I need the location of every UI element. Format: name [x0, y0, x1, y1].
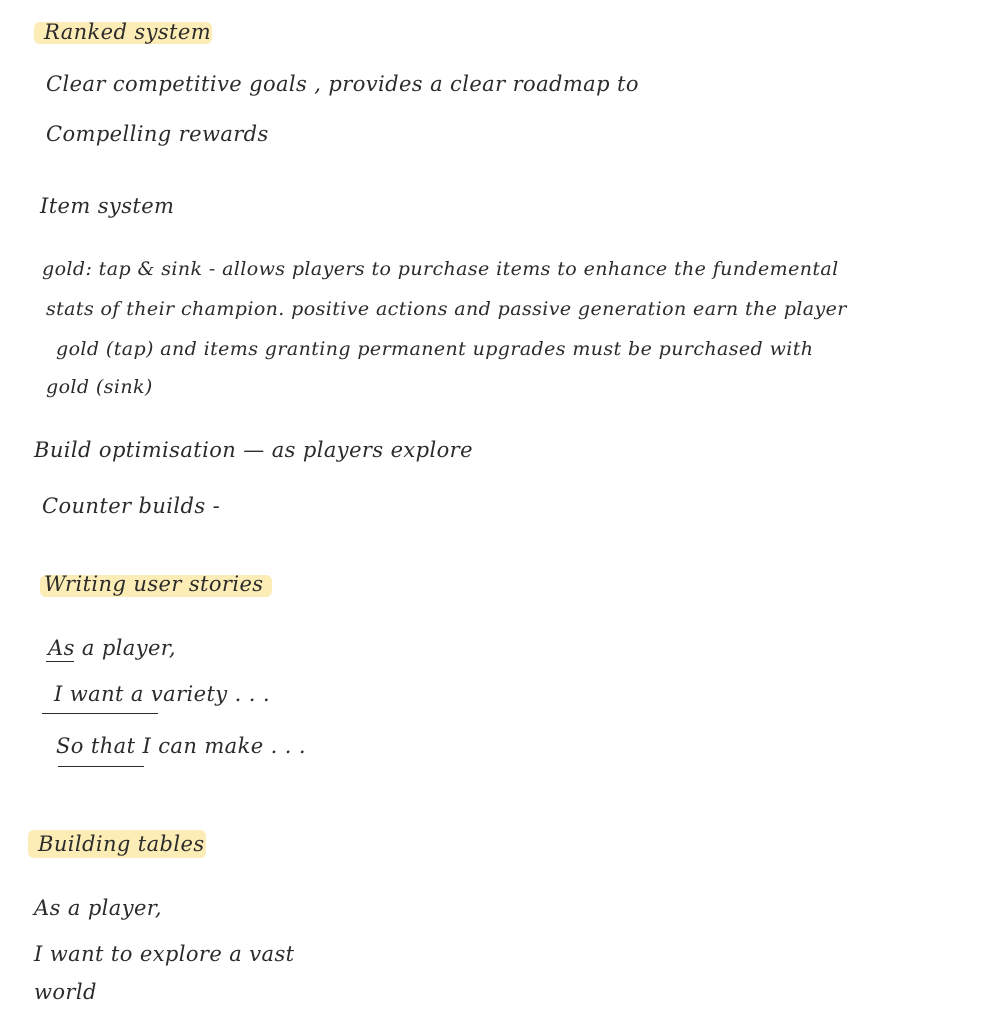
item-line-2: stats of their champion. positive actions and passive generation earn the player [46, 298, 847, 320]
build-line-2: Counter builds - [42, 494, 221, 518]
tables-line-2: I want to explore a vast [34, 942, 295, 966]
section-heading-ranked: Ranked system [44, 20, 212, 44]
section-heading-item: Item system [40, 194, 175, 218]
tables-line-3: world [34, 980, 97, 1004]
build-line-1: Build optimisation — as players explore [34, 438, 473, 462]
item-line-4: gold (sink) [46, 376, 153, 398]
item-line-3: gold (tap) and items granting permanent upgrades must be purchased with [56, 338, 814, 360]
tables-line-1: As a player, [34, 896, 162, 920]
section-heading-stories: Writing user stories [44, 572, 264, 596]
stories-line-1: As a player, [48, 636, 176, 660]
item-line-1: gold: tap & sink - allows players to purchase items to enhance the fundemental [42, 258, 839, 280]
ranked-line-2: Compelling rewards [46, 122, 269, 146]
ranked-line-1: Clear competitive goals , provides a clear roadmap to [46, 72, 639, 96]
stories-line-3: So that I can make . . . [56, 734, 306, 758]
underline-mark [42, 713, 158, 714]
underline-mark [46, 661, 74, 662]
section-heading-tables: Building tables [38, 832, 205, 856]
stories-line-2: I want a variety . . . [54, 682, 271, 706]
underline-mark [58, 766, 144, 767]
